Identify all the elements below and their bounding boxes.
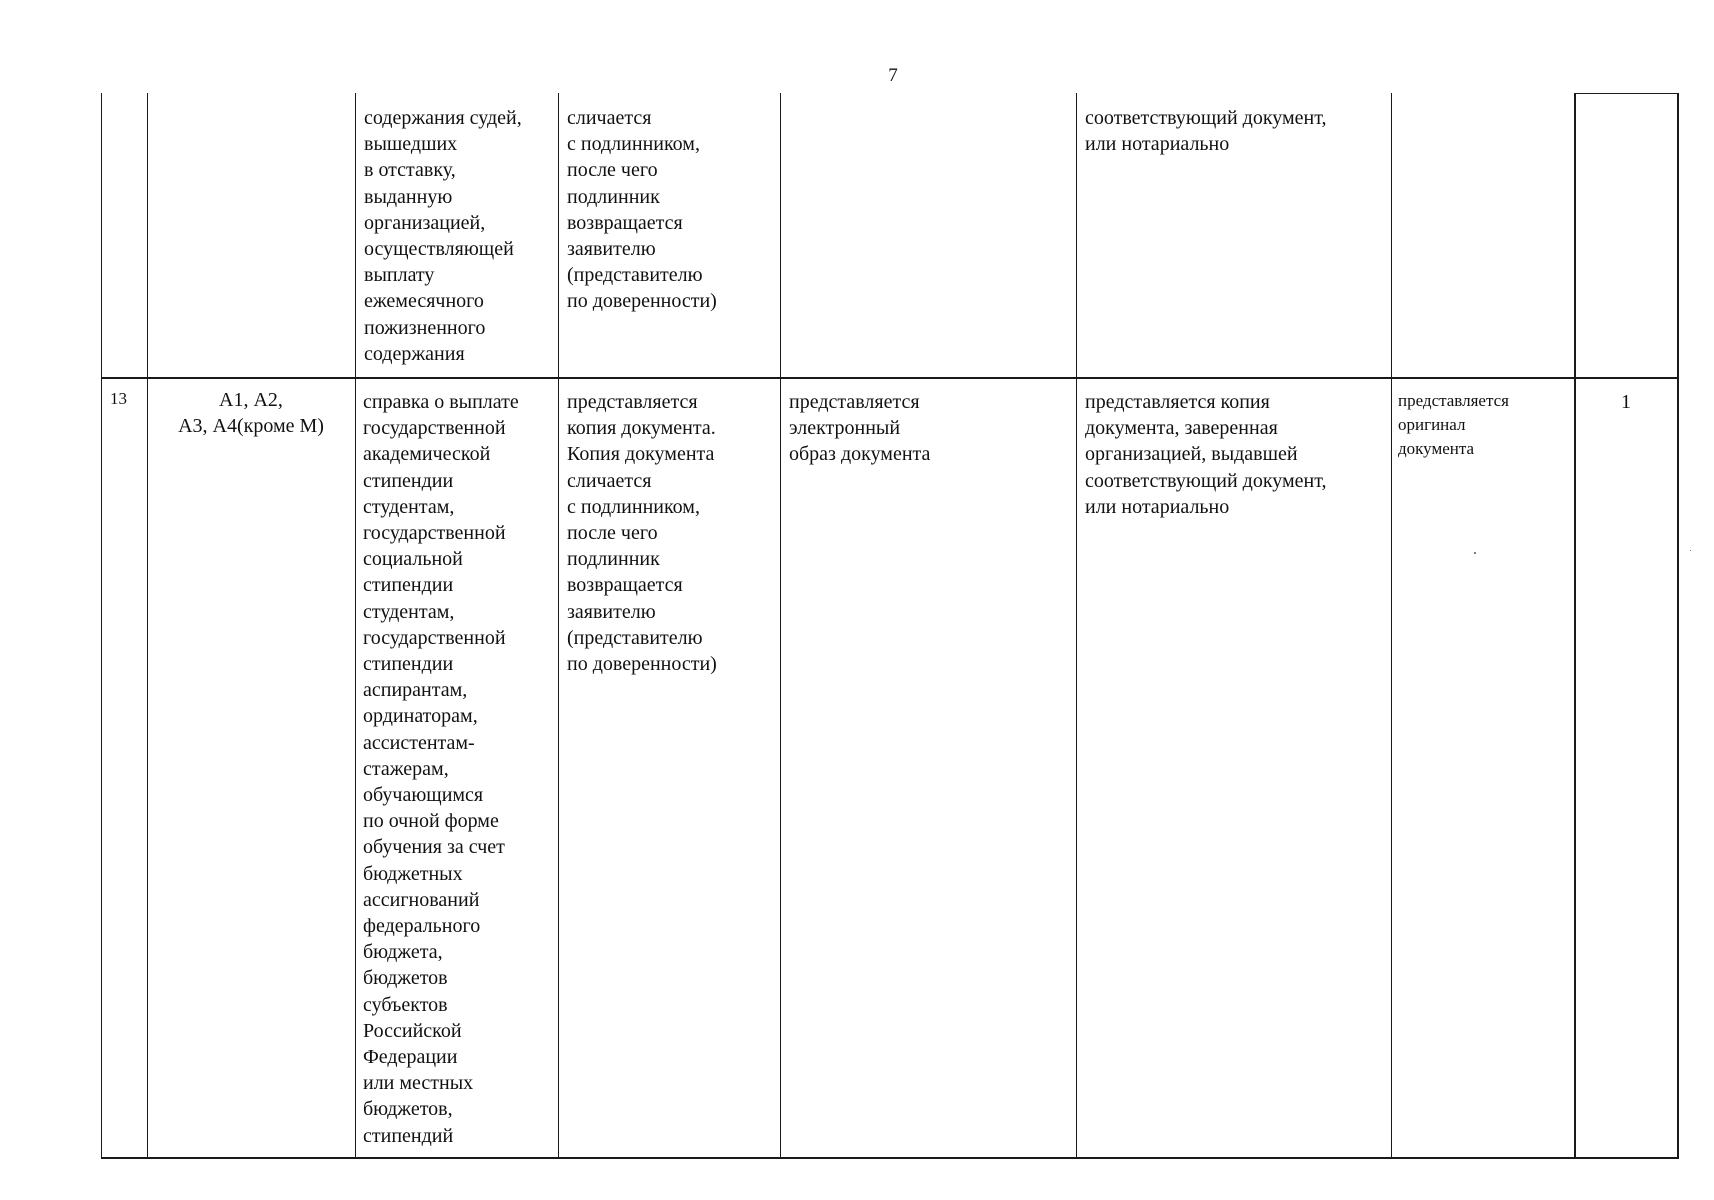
page-number: 7 xyxy=(888,65,898,86)
column-divider xyxy=(355,93,356,1158)
column-divider xyxy=(1391,93,1392,1158)
cell-document: содержания судей, вышедших в отставку, выданную организацией, осуществляющей выплату ежемесячного пожизненного содержания xyxy=(364,107,522,365)
scan-speck xyxy=(1474,552,1476,554)
cell-top-border xyxy=(1574,93,1679,94)
column-divider xyxy=(558,93,559,1158)
cell-number: 13 xyxy=(110,389,127,408)
cell-by-mail: соответствующий документ, или нотариально xyxy=(1085,107,1327,156)
column-divider xyxy=(1574,93,1576,1158)
cell-by-mail: представляется копия документа, заверенная организацией, выдавшей соответствующий документ, или нотариально xyxy=(1085,391,1327,518)
cell-in-person: сличается с подлинником, после чего подлинник возвращается заявителю (представителю по доверенности) xyxy=(567,107,717,313)
cell-categories: А1, А2, А3, А4(кроме М) xyxy=(178,389,324,438)
table-border-bottom xyxy=(101,1157,1679,1159)
scan-speck xyxy=(1690,550,1691,551)
cell-interagency: представляется оригинал документа xyxy=(1398,391,1509,458)
row-divider xyxy=(101,377,1679,379)
column-divider xyxy=(780,93,781,1158)
cell-count: 1 xyxy=(1621,391,1631,413)
cell-electronic: представляется электронный образ документа xyxy=(789,391,931,466)
table-border-left xyxy=(101,93,102,1158)
table-border-right xyxy=(1677,93,1679,1158)
cell-document: справка о выплате государственной академической стипендии студентам, государственной социальной стипендии студентам, государственной стипендии аспирантам, ординаторам, ассистентам- стажерам, обучающимся по очной форме обучения за счет бюджетных ассигнований федерального бюджета, бюджетов субъектов Российской Федерации или местных бюджетов, стипендий xyxy=(363,391,519,1147)
column-divider xyxy=(147,93,148,1158)
cell-in-person: представляется копия документа. Копия документа сличается с подлинником, после чего подлинник возвращается заявителю (представителю по доверенности) xyxy=(567,391,717,676)
column-divider xyxy=(1076,93,1077,1158)
